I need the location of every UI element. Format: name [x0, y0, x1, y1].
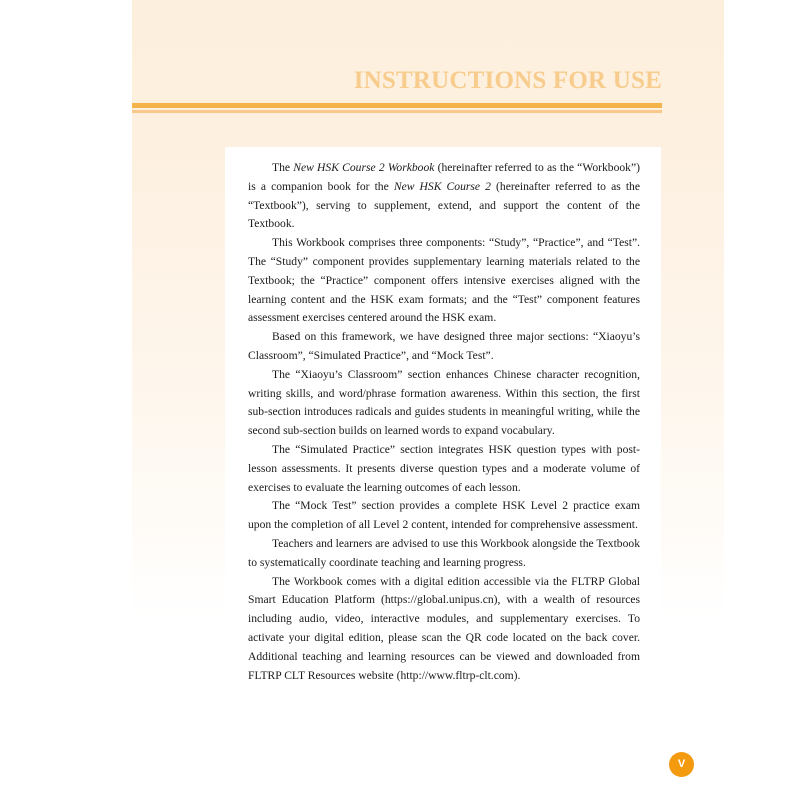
page-heading: INSTRUCTIONS FOR USE — [353, 67, 662, 94]
paragraph-text: This Workbook comprises three components: “Study”, “Practice”, and “Test”. The “Study” component provides supplementary learning materials related to the Textbook; the “Practice” component offers intensive exercises aligned with the learning content and the HSK exam formats; and the “Test” component features assessment exercises centered around the HSK exam. — [248, 236, 640, 325]
body-paragraph — [248, 234, 640, 328]
paragraph-text: The Workbook comes with a digital edition accessible via the FLTRP Global Smart Education Platform (https://global.unipus.cn), with a wealth of resources including audio, video, interactive modules, and supplementary exercises. To activate your digital edition, please scan the QR code located on the back cover. Additional teaching and learning resources can be viewed and downloaded from FLTRP CLT Resources website (http://www.fltrp-clt.com). — [248, 574, 640, 682]
body-paragraph — [248, 573, 640, 686]
paragraph-text: Based on this framework, we have designed three major sections: “Xiaoyu’s Classroom”, “Simulated Practice”, and “Mock Test”. — [248, 330, 640, 362]
paragraph-text: The “Mock Test” section provides a complete HSK Level 2 practice exam upon the completion of all Level 2 content, intended for comprehensive assessment. — [248, 499, 640, 532]
paragraph-text: The — [272, 161, 294, 174]
page-number-badge: V — [669, 752, 694, 777]
book-title-text: New HSK Course 2 Workbook — [293, 161, 435, 174]
body-paragraph — [248, 328, 640, 366]
body-paragraph — [248, 159, 640, 234]
body-paragraph — [248, 441, 640, 497]
body-paragraph — [248, 497, 640, 535]
book-title-text: New HSK Course 2 — [393, 179, 491, 193]
body-paragraph — [248, 535, 640, 573]
paragraph-text: (hereinafter referred to as the “Textbook”), serving to supplement, extend, and support the content of the Textbook. — [248, 179, 640, 231]
paragraph-text: (hereinafter referred to as the “Workbook”) is a companion book for the — [248, 161, 640, 193]
paragraph-text: The “Simulated Practice” section integrates HSK question types with post-lesson assessments. It presents diverse question types and a moderate volume of exercises to evaluate the learning outcomes of each lesson. — [248, 442, 640, 494]
body-paragraph — [248, 366, 640, 441]
paragraph-text: Teachers and learners are advised to use this Workbook alongside the Textbook to systematically coordinate teaching and learning progress. — [248, 536, 640, 569]
heading-rule-thick — [132, 103, 662, 108]
paragraph-text: The “Xiaoyu’s Classroom” section enhances Chinese character recognition, writing skills, and word/phrase formation awareness. Within this section, the first sub-section introduces radicals and guides students in meaningful writing, while the second sub-section builds on learned words to expand vocabulary. — [248, 367, 640, 438]
heading-rule-thin — [132, 110, 662, 113]
body-text — [248, 159, 640, 685]
